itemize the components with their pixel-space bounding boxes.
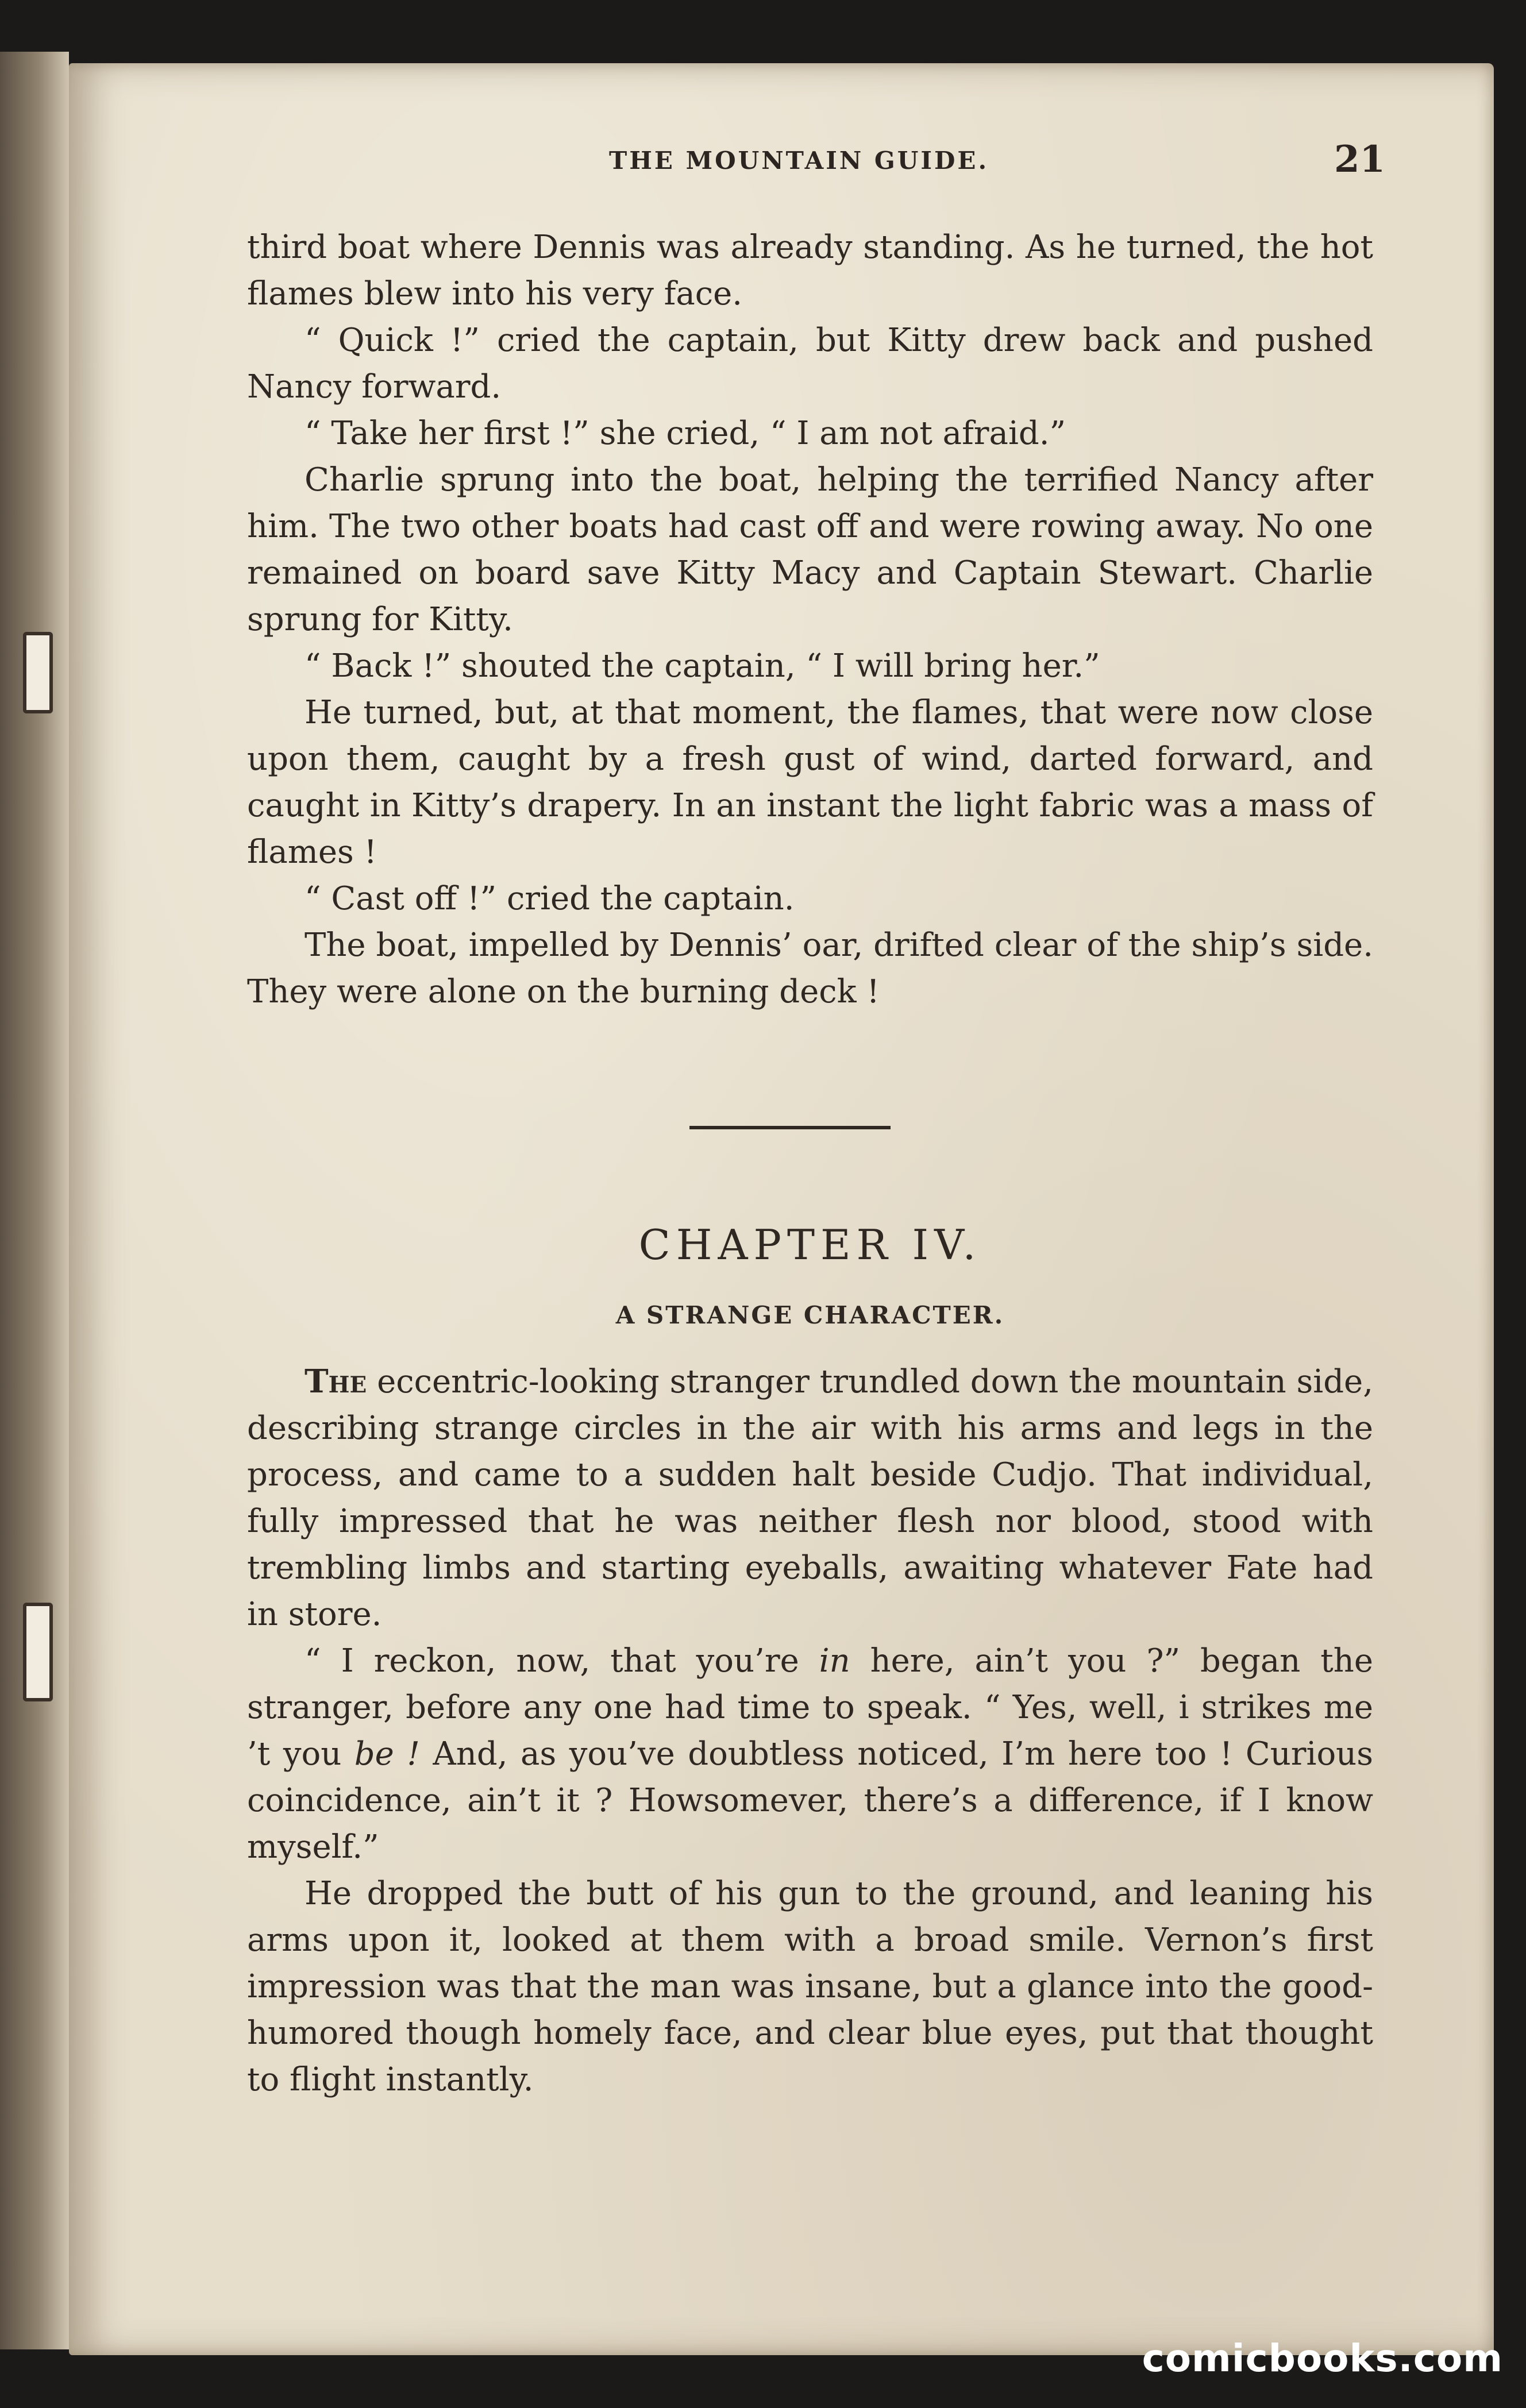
book-binding [0, 52, 69, 2349]
paragraph-text: And, as you’ve doubtless noticed, I’m here too ! Curious coincidence, ain’t it ? Howsomever, there’s a difference, if I know myself.” [247, 1735, 1373, 1866]
watermark: comicbooks.com [1142, 2336, 1503, 2380]
section-two-text [247, 1359, 1373, 2103]
paragraph [247, 1638, 1373, 1870]
paragraph: “ Quick !” cried the captain, but Kitty drew back and pushed Nancy forward. [247, 322, 1373, 406]
paragraph-text: eccentric-looking stranger trundled down the mountain side, describing strange circles in the air with his arms and legs in the process, and came to a sudden halt beside Cudjo. That individual, fully impressed that he was neither flesh nor blood, stood with trembling limbs and starting eyeballs, awaiting whatever Fate had in store. [247, 1363, 1373, 1633]
paragraph: third boat where Dennis was already standing. As he turned, the hot flames blew into his very face. [247, 229, 1373, 312]
emphasis-text: be ! [354, 1735, 420, 1773]
paragraph: He dropped the butt of his gun to the ground, and leaning his arms upon it, looked at them with a broad smile. Vernon’s first impression was that the man was insane, but a glance into the good-humored though homely face, and clear blue eyes, put that thought to flight instantly. [247, 1875, 1373, 2098]
binding-stitch [23, 1603, 53, 1701]
paragraph: “ Take her first !” she cried, “ I am not afraid.” [305, 415, 1066, 452]
section-one-text [247, 224, 1373, 1015]
binding-stitch [23, 632, 53, 713]
chapter-title: CHAPTER IV. [638, 1221, 982, 1269]
page-number: 21 [1334, 138, 1386, 181]
chapter-subtitle: A STRANGE CHARACTER. [615, 1301, 1005, 1329]
running-head: THE MOUNTAIN GUIDE. [609, 146, 989, 175]
section-divider [689, 1126, 891, 1129]
paragraph-text: here, ain’t you ?” began the stranger, before any one had time to speak. “ Yes, well, i strikes me ’t you [247, 1642, 1373, 1773]
chapter-first-word: The [305, 1363, 367, 1400]
paragraph-text: “ I reckon, now, that you’re [305, 1642, 819, 1680]
paragraph: “ Back !” shouted the captain, “ I will bring her.” [305, 647, 1100, 685]
paragraph [247, 1359, 1373, 1638]
paragraph: The boat, impelled by Dennis’ oar, drifted clear of the ship’s side. They were alone on the burning deck ! [247, 927, 1373, 1010]
paragraph: He turned, but, at that moment, the flames, that were now close upon them, caught by a fresh gust of wind, darted forward, and caught in Kitty’s drapery. In an instant the light fabric was a mass of flames ! [247, 694, 1373, 871]
paragraph: “ Cast off !” cried the captain. [305, 880, 795, 917]
emphasis-text: in [819, 1642, 850, 1680]
paragraph: Charlie sprung into the boat, helping the terrified Nancy after him. The two other boats had cast off and were rowing away. No one remained on board save Kitty Macy and Captain Stewart. Charlie sprung for Kitty. [247, 461, 1373, 638]
